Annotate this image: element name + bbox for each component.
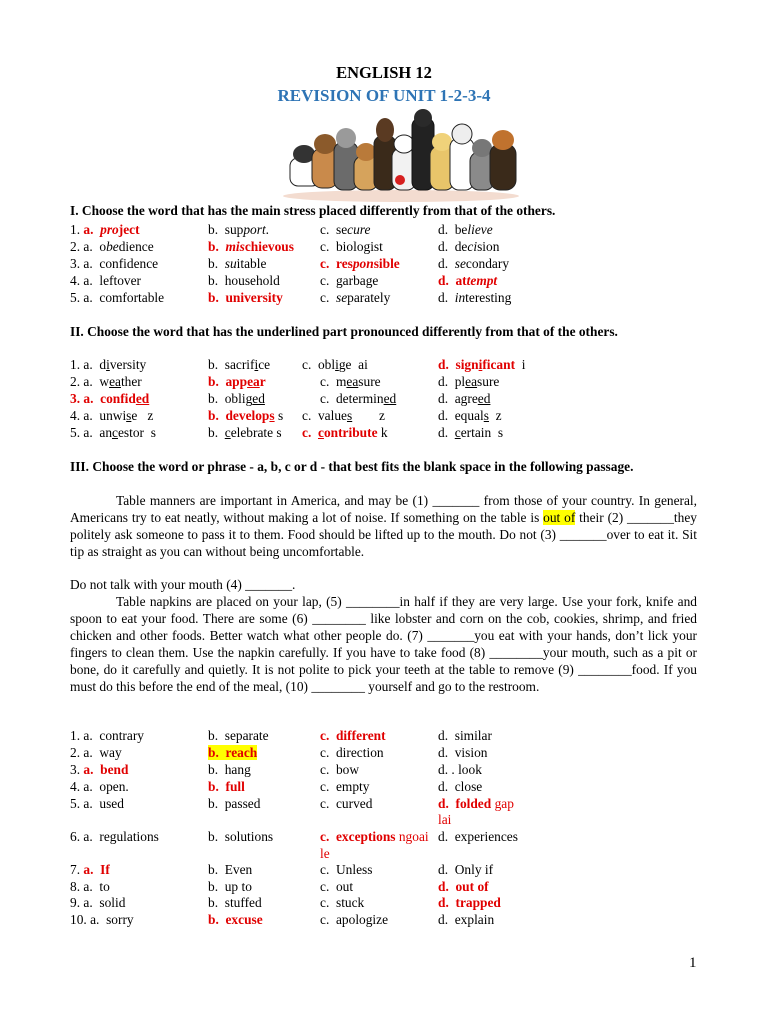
passage-paragraph: Table manners are important in America, and may be (1) _______ from those of your country. In general, Americans try to eat neatly, without making a lot of noise. If something on the table is out of their (2) _______they politely ask someone to pass it to them. Food should be lifted up to the mouth. Do not (3) _______over to eat it. Sit tip as straight as you can without being uncomfortable. [70, 493, 697, 559]
question-row: 5. a. ancestor s b. celebrate s c. contribute k d. certain s [70, 425, 504, 440]
question-row: 4. a. unwise z b. develops s c. values z d. equals z [70, 408, 502, 423]
question-row: 6. a. regulations b. solutions c. exceptions ngoai d. experiences [70, 829, 518, 844]
question-row: 2. a. obedience b. mischievous c. biologist d. decision [70, 239, 500, 254]
page-number: 1 [689, 955, 697, 971]
section-1-heading: I. Choose the word that has the main stress placed differently from that of the others. [70, 203, 556, 218]
question-row: 10. a. sorry b. excuse c. apologize d. explain [70, 912, 495, 927]
section-2-heading: II. Choose the word that has the underlined part pronounced differently from that of the others. [70, 324, 618, 339]
passage-paragraph: Do not talk with your mouth (4) _______. [70, 577, 296, 592]
question-row: 1. a. contrary b. separate c. different d. similar [70, 728, 492, 743]
question-row: 5. a. comfortable b. university c. separately d. interesting [70, 290, 512, 305]
question-row: 3. a. confided b. obliged c. determined d. agreed [70, 391, 491, 406]
question-row: 9. a. solid b. stuffed c. stuck d. trapped [70, 895, 501, 910]
question-row: 1. a. project b. support. c. secure d. believe [70, 222, 493, 237]
question-row: 7. a. If b. Even c. Unless d. Only if [70, 862, 494, 877]
question-row: 1. a. diversity b. sacrifice c. oblige ai d. significant i [70, 357, 526, 372]
dogs-illustration [282, 108, 520, 202]
answer-note: lai [438, 812, 452, 827]
answer-note: le [320, 846, 330, 861]
question-row: 4. a. open. b. full c. empty d. close [70, 779, 483, 794]
highlighted-phrase: out of [543, 510, 576, 525]
question-row: 2. a. weather b. appear c. measure d. pleasure [70, 374, 500, 389]
document-subtitle: REVISION OF UNIT 1-2-3-4 [277, 86, 491, 105]
question-row: 3. a. bend b. hang c. bow d. . look [70, 762, 482, 777]
question-row: 3. a. confidence b. suitable c. responsible d. secondary [70, 256, 510, 271]
document-title: ENGLISH 12 [336, 63, 432, 82]
section-3-heading: III. Choose the word or phrase - a, b, c or d - that best fits the blank space in the following passage. [70, 459, 634, 474]
question-row: 8. a. to b. up to c. out d. out of [70, 879, 489, 894]
question-row: 5. a. used b. passed c. curved d. folded gap [70, 796, 514, 811]
question-row: 2. a. way b. reach c. direction d. vision [70, 745, 488, 760]
question-row: 4. a. leftover b. household c. garbage d. attempt [70, 273, 498, 288]
passage-paragraph: Table napkins are placed on your lap, (5) ________in half if they are very large. Use your fork, knife and spoon to eat your food. There are some (6) ________ like lobster and corn on the cob, cookies, shrimp, and fried chicken and other foods. Better watch what other people do. (7) _______you eat with your hands, don’t lick your fingers to clean them. Use the napkin carefully. If you have to take food (8) ________your mouth, such as a pit or bone, do it carefully and quietly. It is not polite to pick your teeth at the table to remove (9) ________food. If you must do this before the end of the meal, (10) ________ yourself and go to the restroom. [70, 594, 697, 694]
